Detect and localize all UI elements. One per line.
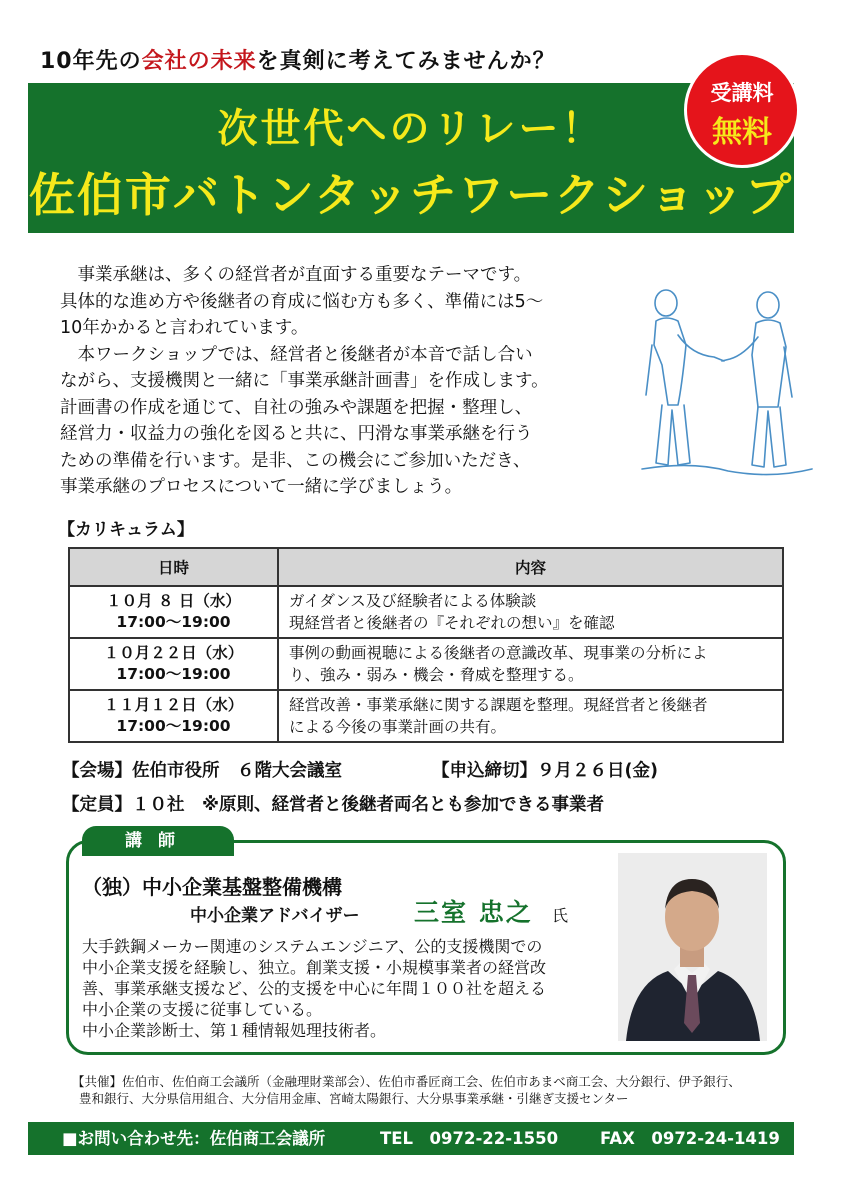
content-line: ガイダンス及び経験者による体験談 (289, 592, 537, 610)
date-text: １０月２２日（水） (103, 644, 244, 662)
intro-line: ながら、支援機関と一緒に「事業承継計画書」を作成します。 (60, 371, 549, 391)
badge-line-2: 無料 (712, 115, 772, 150)
venue-line (62, 757, 658, 782)
time-text: 17:00〜19:00 (116, 717, 231, 735)
contact-tel: TEL 0972-22-1550 (380, 1129, 559, 1148)
lecturer-org: （独）中小企業基盤整備機構 (82, 875, 342, 899)
lecturer-photo (618, 853, 767, 1041)
session-date (69, 690, 278, 742)
title-line-2: 佐伯市バトンタッチワークショップ (28, 168, 794, 222)
contact-fax: FAX 0972-24-1419 (600, 1129, 780, 1148)
table-row (69, 586, 783, 638)
session-date (69, 638, 278, 690)
lecturer-name: 三室 忠之 (414, 898, 533, 927)
content-line: 事例の動画視聴による後継者の意識改革、現事業の分析によ (289, 644, 708, 662)
badge-line-1: 受講料 (710, 81, 774, 105)
lecturer-tab: 講師 (82, 826, 234, 856)
portrait-icon (618, 853, 767, 1041)
session-content (278, 638, 783, 690)
tagline (40, 44, 556, 75)
intro-line: 計画書の作成を通じて、自社の強みや課題を把握・整理し、 (60, 397, 533, 418)
intro-line: ための準備を行います。是非、この機会にご参加いただき、 (60, 450, 531, 471)
table-header-row (69, 548, 783, 586)
lecturer-suffix: 氏 (552, 906, 569, 925)
tagline-highlight: 会社の未来 (141, 49, 257, 74)
venue-text: 【会場】佐伯市役所 ６階大会議室 (62, 761, 342, 781)
intro-line: 10年かかると言われています。 (60, 318, 309, 338)
capacity-text: 【定員】１０社 ※原則、経営者と後継者両名とも参加できる事業者 (62, 795, 605, 815)
session-content (278, 586, 783, 638)
intro-line: 経営力・収益力の強化を図ると共に、円滑な事業承継を行う (60, 424, 533, 444)
time-text: 17:00〜19:00 (116, 665, 231, 683)
content-line: 経営改善・事業承継に関する課題を整理。現経営者と後継者 (289, 696, 708, 714)
bio-line: 善、事業承継支援など、公的支援を中心に年間１００社を超える (82, 979, 547, 998)
intro-line: 具体的な進め方や後継者の育成に悩む方も多く、準備には5〜 (60, 291, 544, 312)
col-date: 日時 (69, 548, 278, 586)
intro-line: 事業承継のプロセスについて一緒に学びましょう。 (60, 477, 463, 497)
col-content: 内容 (278, 548, 783, 586)
table-row (69, 638, 783, 690)
title-banner (28, 83, 794, 233)
deadline-text: 【申込締切】９月２６日(金) (432, 761, 658, 781)
time-text: 17:00〜19:00 (116, 613, 231, 631)
contact-label: ■お問い合わせ先：佐伯商工会議所 (62, 1129, 326, 1148)
intro-text (60, 262, 630, 501)
content-line: り、強み・弱み・機会・脅威を整理する。 (289, 666, 584, 684)
bio-line: 大手鉄鋼メーカー関連のシステムエンジニア、公的支援機関での (82, 937, 543, 956)
handshake-illustration (632, 285, 822, 480)
title-line-1: 次世代へのリレー！ (217, 106, 605, 152)
bio-line: 中小企業診断士、第１種情報処理技術者。 (82, 1021, 387, 1040)
lecturer-bio (82, 936, 612, 1041)
sponsors-line: 豊和銀行、大分県信用組合、大分信用金庫、宮崎太陽銀行、大分県事業承継・引継ぎ支援センター (79, 1091, 629, 1106)
curriculum-heading: 【カリキュラム】 (58, 520, 194, 540)
free-badge (684, 52, 800, 168)
contact-footer (28, 1122, 794, 1155)
session-date (69, 586, 278, 638)
table-row (69, 690, 783, 742)
sponsors-line: 【共催】佐伯市、佐伯商工会議所（金融理財業部会）、佐伯市番匠商工会、佐伯市あまべ商工会、大分銀行、伊予銀行、 (72, 1074, 741, 1089)
content-line: による今後の事業計画の共有。 (289, 718, 507, 736)
lecturer-role: 中小企業アドバイザー (190, 906, 360, 926)
date-text: １１月１２日（水） (103, 696, 244, 714)
bio-line: 中小企業支援を経験し、独立。創業支援・小規模事業者の経営改 (82, 958, 547, 977)
intro-line: 本ワークショップでは、経営者と後継者が本音で話し合い (60, 344, 533, 365)
session-content (278, 690, 783, 742)
tagline-post: を真剣に考えてみませんか？ (256, 49, 556, 74)
intro-line: 事業承継は、多くの経営者が直面する重要なテーマです。 (60, 265, 532, 285)
content-line: 現経営者と後継者の『それぞれの想い』を確認 (289, 614, 615, 632)
tagline-pre: 10年先の (40, 49, 142, 74)
date-text: １０月 ８ 日（水） (106, 592, 241, 610)
curriculum-table (68, 547, 784, 743)
bio-line: 中小企業の支援に従事している。 (82, 1000, 323, 1019)
co-hosts (72, 1073, 792, 1107)
